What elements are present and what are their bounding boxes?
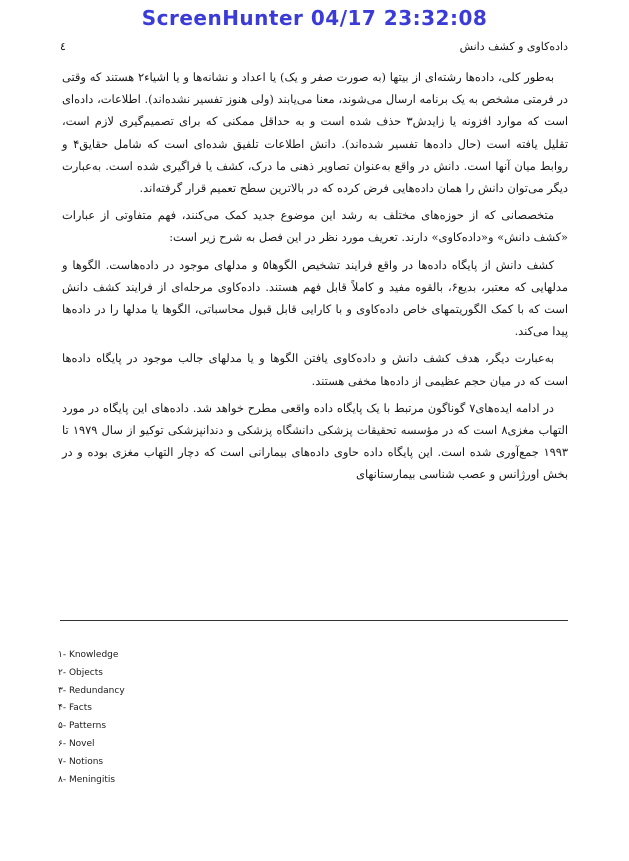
footnote: ۳- Redundancy (58, 685, 125, 696)
footnote: ۸- Meningitis (58, 774, 116, 785)
footnote: ۶- Novel (58, 738, 95, 749)
paragraph-specialists: متخصصانی که از حوزه‌های مختلف به رشد این موضوع جدید کمک می‌کنند، فهم متفاوتی از عبارات «کشف دانش» و«داده‌کاوی» دارند. تعریف مورد نظر در این فصل به شرح زیر است: (62, 208, 568, 245)
paragraph-definitions: به‌طور کلی، داده‌ها رشته‌ای از بیتها (به صورت صفر و یک) یا اعداد و نشانه‌ها و یا اشیاء۲ هستند که وقتی در فرمتی مشخص به یک برنامه ارسال می‌شوند، معنا می‌یابند (ولی هنوز تفسیر نشده‌اند). اطلاعات، داده‌ای است که موارد افزونه یا زایدش۳ حذف شده است و به حداقل ممکنی که برای تصمیم‌گیری لازم است، تقلیل یافته است (حال داده‌ها تفسیر شده‌اند). دانش اطلاعات تلفیق شده‌ای است که شامل حقایق۴ و روابط میان آنها است. دانش در واقع به‌عنوان تصاویر ذهنی ما درک، کشف یا فراگیری شده است. به‌عبارت دیگر می‌توان دانش را همان داده‌هایی فرض کرده که در بالاترین سطح تعمیم قرار گرفته‌اند. (62, 70, 569, 196)
footnote: ۱- Knowledge (58, 650, 119, 660)
paragraph-kdd-definition: کشف دانش از پایگاه داده‌ها در واقع فرایند تشخیص الگوها۵ و مدلهای موجود در داده‌هاست. الگوها و مدلهایی که معتبر، بدیع۶، بالقوه مفید و کاملاً قابل فهم هستند. داده‌کاوی مرحله‌ای از فرایند کشف دانش است که با کمک الگوریتمهای خاص داده‌کاوی و با کارایی قابل قبول محاسباتی، الگوها یا مدلها را در داده‌ها پیدا می‌کند. (62, 257, 568, 339)
footnotes (58, 647, 358, 789)
page-header (60, 40, 568, 58)
running-title: داده‌کاوی و کشف دانش (459, 40, 568, 53)
footnote: ۷- Notions (58, 756, 104, 767)
footnote: ۵- Patterns (58, 721, 107, 732)
page-number: ٤ (60, 40, 66, 53)
footnote: ۲- Objects (58, 667, 103, 678)
screenhunter-watermark: ScreenHunter 04/17 23:32:08 (141, 6, 488, 30)
footnote-separator (60, 620, 568, 621)
body-text (62, 66, 568, 491)
paragraph-database: در ادامه ایده‌های۷ گوناگون مرتبط با یک پایگاه داده واقعی مطرح خواهد شد. داده‌های این پایگاه در مورد التهاب مغزی۸ است که در مؤسسه تحقیقات پزشکی دانشگاه پزشکی و دندانپزشکی توکیو از سال ۱۹۷۹ تا ۱۹۹۳ جمع‌آوری شده است. این پایگاه داده حاوی داده‌های بیمارانی است که دچار التهاب مغزی بوده و در بخش اورژانس و عصب شناسی بیمارستانهای (62, 400, 568, 482)
footnote: ۴- Facts (58, 703, 92, 714)
paragraph-goal: به‌عبارت دیگر، هدف کشف دانش و داده‌کاوی یافتن الگوها و یا مدلهای جالب موجود در پایگاه داده‌ها است که در میان حجم عظیمی از داده‌ها مخفی هستند. (62, 351, 568, 388)
